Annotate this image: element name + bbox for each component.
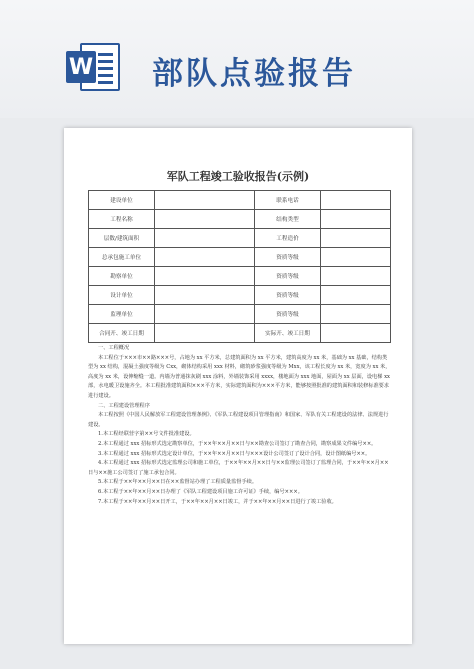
table-value-cell	[321, 324, 391, 343]
table-label-cell: 联系电话	[255, 191, 321, 210]
table-value-cell	[321, 229, 391, 248]
table-value-cell	[321, 210, 391, 229]
table-value-cell	[321, 191, 391, 210]
table-label-cell: 设计单位	[89, 286, 155, 305]
table-label-cell: 建设单位	[89, 191, 155, 210]
table-label-cell: 合同开、竣工日期	[89, 324, 155, 343]
body-paragraph: 一、工程概况	[98, 345, 130, 351]
document-page	[64, 128, 412, 644]
body-paragraph: 3.本工程通过 xxx 招标形式选定设计单位，于××年××月××日与×××设计公司签订了设计合同，设计图纸编号××。	[98, 450, 371, 457]
table-value-cell	[321, 248, 391, 267]
body-paragraph: 5.本工程于××年××月××日在××监督站办理了工程质量监督手续。	[98, 479, 258, 486]
word-badge: W	[66, 51, 96, 83]
table-label-cell: 结构类型	[255, 210, 321, 229]
table-row	[89, 324, 391, 343]
table-label-cell: 工程造价	[255, 229, 321, 248]
body-paragraph: 本工程位于×××市××路×××号，占地为 xx 平方米，总建筑面积为 xx 平方米，建筑高度为 xx 米，基础为 xx 基础，结构类型为 xx 结构，混凝土强度等级为 Cxx，砌体结构采用 xxx 材料，砌筑砂浆强度等级为 Mxx，该工程长度为 xx 米，宽度为 xx 米，高度为 xx 米，设伸缩缝一道。内墙为普通抹灰刷 xxx 涂料，外墙装饰采用 xxxx，楼地面为 xxx 地面，屋面为 xx 层面，设电梯 xx 部，水电暖卫设施齐全。本工程批准建筑面积×××平方米，实际建筑面积为×××平方米，能够按照批准的建筑面积和装修标准要求进行建设。	[88, 354, 391, 399]
body-paragraph: 7.本工程于××年××月××日开工，于××年××月××日竣工，并于××年××月××日进行了竣工验收。	[98, 498, 337, 505]
table-label-cell: 资质等级	[255, 267, 321, 286]
table-value-cell	[155, 286, 255, 305]
table-value-cell	[155, 229, 255, 248]
table-row	[89, 305, 391, 324]
table-value-cell	[321, 267, 391, 286]
table-row	[89, 191, 391, 210]
table-label-cell: 总承包施工单位	[89, 248, 155, 267]
document-body	[88, 344, 392, 507]
word-icon	[66, 43, 122, 91]
table-value-cell	[155, 324, 255, 343]
body-paragraph: 本工程按照《中国人民解放军工程建设管理条例》、《军队工程建设项目管理指南》和国家、军队有关工程建设的法律、法规进行建设。	[88, 412, 389, 428]
table-value-cell	[155, 248, 255, 267]
table-row	[89, 286, 391, 305]
table-label-cell: 层数/建筑面积	[89, 229, 155, 248]
table-value-cell	[321, 286, 391, 305]
table-row	[89, 210, 391, 229]
body-paragraph: 1.本工程经联营字第××号文件批准建设。	[98, 431, 195, 438]
table-label-cell: 资质等级	[255, 305, 321, 324]
banner-title: 部队点验报告	[152, 56, 356, 92]
body-paragraph: 二、工程建设管理程序	[98, 402, 150, 409]
table-value-cell	[155, 191, 255, 210]
body-paragraph: 4.本工程通过 xxx 招标形式选定监理公司和施工单位，于××年××月××日与××监理公司签订了监理合同，于××年××月××日与××施工公司签订了施工承包合同。	[88, 460, 389, 476]
table-label-cell: 监理单位	[89, 305, 155, 324]
table-value-cell	[321, 305, 391, 324]
body-paragraph: 2.本工程通过 xxx 招标形式选定勘察单位，于××年××月××日与××勘查公司签订了勘查合同，勘察成果文件编号××。	[98, 440, 377, 447]
info-table	[88, 190, 391, 343]
table-value-cell	[155, 267, 255, 286]
table-label-cell: 工程名称	[89, 210, 155, 229]
table-row	[89, 248, 391, 267]
table-label-cell: 资质等级	[255, 248, 321, 267]
table-row	[89, 229, 391, 248]
table-label-cell: 资质等级	[255, 286, 321, 305]
table-value-cell	[155, 210, 255, 229]
banner	[0, 0, 474, 118]
table-row	[89, 267, 391, 286]
table-label-cell: 勘察单位	[89, 267, 155, 286]
document-title: 军队工程竣工验收报告(示例)	[166, 170, 310, 183]
body-paragraph: 6.本工程于××年××月××日办理了《军队工程建设项目施工许可证》手续，编号×××。	[98, 488, 303, 495]
table-label-cell: 实际开、竣工日期	[255, 324, 321, 343]
table-value-cell	[155, 305, 255, 324]
